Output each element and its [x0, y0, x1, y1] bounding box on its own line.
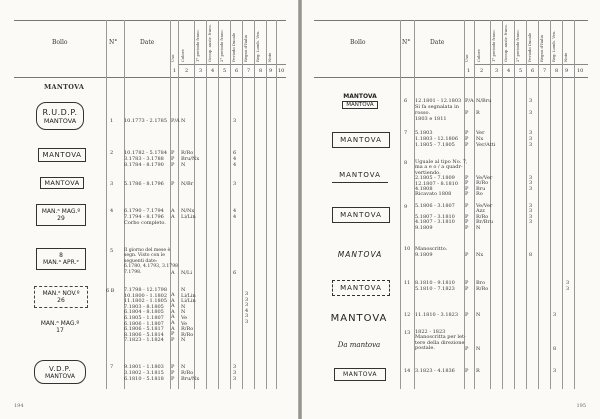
postmark-stamp: MANTOVA	[40, 177, 84, 189]
row-marks: 3	[553, 312, 557, 318]
row-marks: 3	[233, 181, 237, 187]
postmark-stamp: MANTOVA	[330, 312, 388, 324]
row-number: 7	[404, 130, 408, 136]
section-title: MANTOVA	[44, 83, 85, 91]
row-colore: Bro R/Ro	[476, 280, 489, 292]
page-number: 194	[14, 403, 24, 409]
row-dates: 10.1782 - 5.1784 3.1783 - 3.1788 8.1784 - 8.1790	[124, 150, 168, 168]
header-col-5: Regno d'Italia	[539, 35, 544, 62]
row-uso: P P P	[171, 364, 175, 382]
row-uso: P	[465, 312, 469, 318]
header-col-7: Note	[563, 52, 568, 62]
row-uso: P P P	[465, 130, 469, 148]
row-uso: P P	[465, 280, 469, 292]
row-number: 7	[110, 364, 114, 370]
row-marks: 3 3 3	[233, 364, 237, 382]
row-uso: A	[171, 270, 175, 276]
row-marks: 3 3	[529, 98, 533, 116]
header-uso: Uso	[464, 54, 469, 62]
row-marks: 6	[233, 270, 237, 276]
postmark-stamp: MAN.ᵃ MAG.º 29	[36, 204, 86, 226]
row-number: 9	[404, 204, 408, 210]
header-colore: Colore	[476, 49, 481, 62]
row-colore: N	[181, 118, 186, 124]
row-colore: N/Li	[181, 270, 192, 276]
postmark-stamp: MANTOVA	[332, 132, 390, 148]
header-bollo: Bollo	[350, 39, 366, 46]
row-colore: R	[476, 368, 480, 374]
row-uso: A A A A A A A P P	[171, 292, 175, 343]
header-col-4: Periodo Ducale	[527, 32, 532, 62]
postmark-stamp: MAN.ᵃ MAG.º 17	[40, 320, 80, 334]
header-col-6: Reg. Lomb. Ven.	[255, 30, 260, 62]
header-colore: Colore	[180, 49, 185, 62]
row-marks: 3 3 3 4 3 3	[245, 291, 249, 325]
right-page: Bollo N° Date Uso Colore 1° periodo franc. Occup. austr. franc. 2° periodo franc. Periodo Ducale Regno d'Italia Reg. Lomb. Ven. Note 1 2 3 4 5 6 7 8 9 10 MANTOVA MANTOVA MANTOVA MANTOVA MANTOVA MANTOVA MANTOVA MANTOVA Da mantova MANTOVA 6 12.1801 - 12.1803 Si fa segnalata in rosso. 1803 e 1811 P/A P N/Bru R 3 3 7 5.1803 1.1803 - 12.1806 1.1805 - 7.1805 P P P Ver Nx Ver/Atti 3 3 3 8 Uguale al tipo No. 7, ma a e o / a quadr- vertiendo. 2.1805 - 7.1809 12.1807 - 8.1810 4.1808 Ricavato 1808 P P P P Ve/Ver R/Ro Bru Ro 3 3 3 9 5.1806 - 3.1807 5.1807 - 3.1810 4.1807 - 3.1810 9.1809 P P P P Ve/Ver Azz R/Ro Br/Bru N 3 3 3 3 10 Manoscritto. 9.1809 P Nx 8 11 8.1810 - 9.1810 5.1810 - 7.1823 P P Bro R/Ro 3 3 12 11.1810 - 3.1823 P N 3 13 1822 - 1823 Manoscritta per let- tere della direzione postale. P N 8 14 3.1823 - 4.1836 P R 3 195	[302, 0, 600, 419]
row-dates: 6.1790 - 7.1794 7.1794 - 8.1796 Corbo completo.	[124, 208, 166, 226]
row-marks: 3 3 3	[529, 175, 533, 192]
row-marks: 4 4	[233, 208, 237, 220]
row-colore: Ver Nx Ver/Atti	[476, 130, 496, 148]
row-marks: 3 3	[566, 280, 570, 292]
header-col-5: Regno d'Italia	[243, 35, 248, 62]
row-marks: 8	[529, 252, 533, 258]
row-colore: N/Nx Li/Lin	[181, 208, 196, 220]
row-uso: P/A	[171, 118, 180, 124]
row-colore: N R/Ro Bru/Nx	[181, 364, 200, 382]
row-marks: 8	[553, 346, 557, 352]
row-marks: 3	[233, 118, 237, 124]
header-col-3: 2° periodo franc.	[219, 29, 224, 62]
handwritten-postmark: Da mantova	[337, 341, 381, 349]
header-date: Date	[430, 39, 445, 46]
row-colore: N/Bru R	[476, 98, 492, 116]
row-colore: N	[476, 312, 481, 318]
row-dates: 5.1806 - 3.1807 5.1807 - 3.1810 4.1807 - 3.1810 9.1809	[415, 203, 455, 231]
postmark-stamp: MANTOVA	[332, 168, 388, 183]
header-bollo: Bollo	[52, 39, 68, 46]
row-dates: Uguale al tipo No. 7, ma a e o / a quadr- vertiendo. 2.1805 - 7.1809 12.1807 - 8.1810 4.1808 Ricavato 1808	[415, 159, 468, 198]
header-col-1: 1° periodo franc.	[195, 29, 200, 62]
header-col-4: Periodo Ducale	[231, 32, 236, 62]
row-dates: 10.1773 - 2.1785	[124, 118, 168, 124]
postmark-stamp: MAN.ᵃ NOV.º 26	[34, 286, 88, 308]
postmark-stamp: MANTOVA	[337, 249, 383, 259]
row-dates: 3.1823 - 4.1836	[415, 368, 455, 374]
row-number: 4	[110, 208, 114, 214]
header-col-2: Occup. austr. franc.	[503, 24, 508, 62]
row-marks: 3	[553, 368, 557, 374]
row-marks: 6 4 4	[233, 150, 237, 168]
row-number: 14	[404, 368, 411, 374]
header-col-3: 2° periodo franc.	[515, 29, 520, 62]
row-colore: Ve/Ver Azz R/Ro Br/Bru N	[476, 203, 494, 231]
row-dates: Manoscritto. 9.1809	[415, 246, 448, 258]
row-dates: 11.1810 - 3.1823	[415, 312, 459, 318]
postmark-stamp: MANTOVA	[332, 207, 390, 223]
header-num: N°	[109, 39, 118, 46]
row-number: 10	[404, 246, 411, 252]
row-uso: P	[465, 252, 469, 258]
postmark-stamp: R.U.D.P. MANTOVA	[36, 102, 84, 130]
row-number: 6 B	[106, 288, 115, 294]
row-marks: 3 3 3	[529, 130, 533, 148]
row-number: 6	[404, 98, 408, 104]
row-colore: N/Br	[181, 181, 194, 187]
row-uso: P P P P	[465, 175, 469, 198]
row-colore: R/Ro Bru/Nx N	[181, 150, 200, 168]
postmark-stamp: V.D.P. MANTOVA	[34, 360, 86, 384]
row-dates: 5.1786 - 8.1796	[124, 181, 164, 187]
row-uso: A A	[171, 208, 175, 220]
postmark-stamp: MANTOVA	[334, 368, 386, 381]
row-number: 2	[110, 150, 114, 156]
header-date: Date	[140, 39, 155, 46]
row-uso: P/A P	[465, 98, 474, 116]
postmark-stamp: MANTOVA MANTOVA	[343, 93, 377, 108]
header-col-1: 1° periodo franc.	[491, 29, 496, 62]
row-uso: P	[171, 181, 175, 187]
row-dates: 1822 - 1823 Manoscritta per let- tere della direzione postale.	[415, 329, 466, 352]
row-number: 11	[404, 280, 411, 286]
row-colore: Nx	[476, 252, 484, 258]
row-uso: P	[465, 346, 469, 352]
row-number: 12	[404, 312, 411, 318]
row-number: 8	[404, 160, 408, 166]
left-page: Bollo N° Date Uso Colore 1° periodo franc. Occup. austr. franc. 2° periodo franc. Periodo Ducale Regno d'Italia Reg. Lomb. Ven. Note 1 2 3 4 5 6 7 8 9 10 MANTOVA R.U.D.P. MANTOVA MANTOVA MANTOVA MAN.ᵃ MAG.º 29 8 MAN.ᵃ APR.ᵉ MAN.ᵃ NOV.º 26 MAN.ᵃ MAG.º 17 V.D.P. MANTOVA 1 10.1773 - 2.1785 P/A N 3 2 10.1782 - 5.1784 3.1783 - 3.1788 8.1784 - 8.1790 P P P R/Ro Bru/Nx N 6 4 4 3 5.1786 - 8.1796 P N/Br 3 4 6.1790 - 7.1794 7.1794 - 8.1796 Corbo completo. A A N/Nx Li/Lin 4 4 5 Il giorno del mese è segn. Visto con le seguenti date: 6.1780, 4.1793, 3.1798 7.1798. A N/Li 6 6 B 7.1798 - 12.1798 10.1800 - 1.1802 11.1802 - 1.1805 7.1803 - 8.1805 6.1804 - 8.1805 6.1805 - 1.1807 6.1806 - 1.1807 6.1806 - 5.1817 8.1806 - 5.1814 7.1823 - 1.1824 A A A A A A A P P N Li/Lin Li/Lin N N Ve Ve R/Ro R/Ro N 3 3 3 4 3 3 7 9.1801 - 1.1803 3.1802 - 3.1815 6.1810 - 5.1818 P P P N R/Ro Bru/Nx 3 3 3 194	[0, 0, 298, 419]
postmark-stamp: 8 MAN.ᵃ APR.ᵉ	[36, 248, 86, 270]
row-dates: 12.1801 - 12.1803 Si fa segnalata in rosso. 1803 e 1811	[415, 98, 462, 122]
header-col-7: Note	[267, 52, 272, 62]
row-dates: 9.1801 - 1.1803 3.1802 - 3.1815 6.1810 - 5.1818	[124, 364, 164, 382]
row-colore: N Li/Lin Li/Lin N N Ve Ve R/Ro R/Ro N	[181, 287, 196, 344]
row-dates: Il giorno del mese è segn. Visto con le seguenti date: 6.1780, 4.1793, 3.1798 7.1798.	[124, 248, 179, 275]
postmark-stamp: MANTOVA	[38, 148, 86, 162]
row-dates: 8.1810 - 9.1810 5.1810 - 7.1823	[415, 280, 455, 292]
row-uso: P P P P	[465, 203, 469, 231]
header-uso: Uso	[170, 54, 175, 62]
row-number: 1	[110, 118, 114, 124]
row-uso: P	[465, 368, 469, 374]
header-col-6: Reg. Lomb. Ven.	[551, 30, 556, 62]
row-number: 3	[110, 181, 114, 187]
row-uso: P P P	[171, 150, 175, 168]
table-header	[314, 20, 588, 78]
row-marks: 3 3 3 3	[529, 203, 533, 226]
row-colore: N	[476, 346, 481, 352]
page-number: 195	[576, 403, 586, 409]
postmark-stamp: MANTOVA	[332, 280, 390, 296]
header-col-2: Occup. austr. franc.	[207, 24, 212, 62]
row-colore: Ve/Ver R/Ro Bru Ro	[476, 175, 493, 198]
header-num: N°	[402, 39, 411, 46]
row-dates: 7.1798 - 12.1798 10.1800 - 1.1802 11.1802 - 1.1805 7.1803 - 8.1805 6.1804 - 8.1805 6.1805 - 1.1807 6.1806 - 1.1807 6.1806 - 5.1817 8.1806 - 5.1814 7.1823 - 1.1824	[124, 287, 168, 344]
row-number: 13	[404, 330, 411, 336]
row-number: 5	[110, 248, 114, 254]
row-dates: 5.1803 1.1803 - 12.1806 1.1805 - 7.1805	[415, 130, 459, 148]
